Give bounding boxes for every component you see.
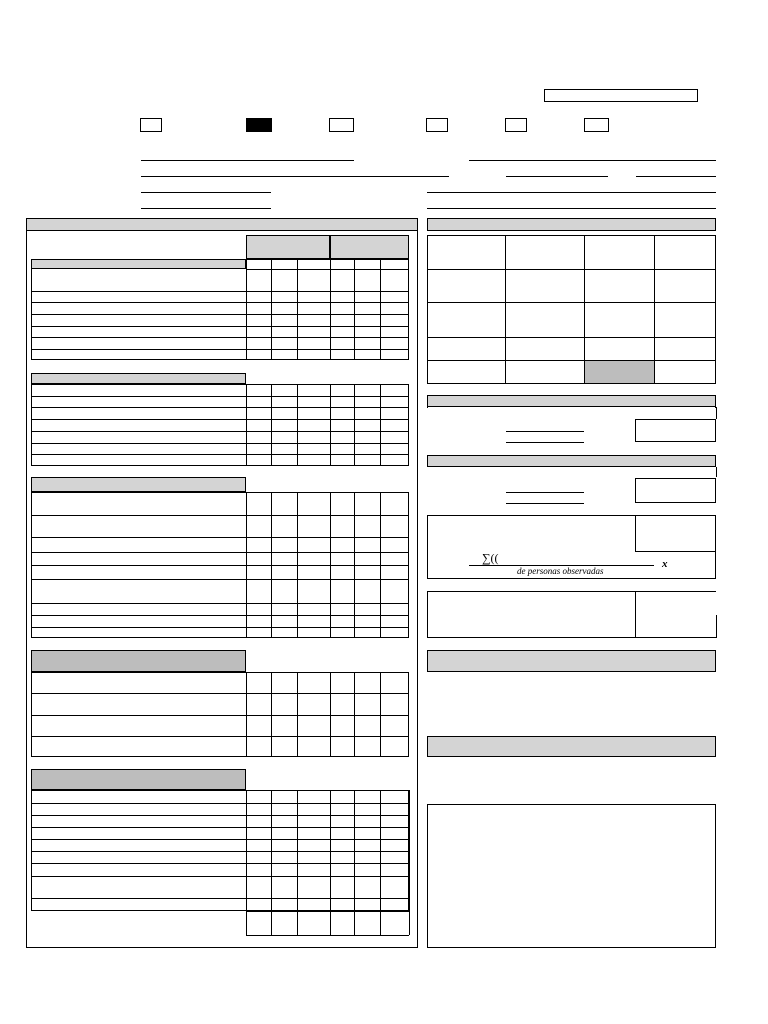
totals-row — [246, 911, 409, 912]
formula-sigma: ∑(( — [482, 551, 499, 565]
field-line[interactable] — [427, 208, 716, 209]
subsection-c-header — [427, 650, 716, 672]
table-row — [31, 693, 409, 694]
subsection-d-header — [427, 736, 716, 757]
table-row — [31, 603, 409, 604]
table-row — [31, 827, 409, 828]
table-row — [427, 302, 716, 303]
table-row — [31, 291, 409, 292]
table-row — [427, 360, 716, 361]
table-row — [31, 515, 409, 516]
table-row — [31, 419, 409, 420]
shaded-cell — [585, 361, 654, 383]
right-panel-header — [427, 218, 716, 231]
field-line[interactable] — [506, 503, 584, 504]
section-4-header — [31, 650, 246, 672]
left-panel-header — [26, 218, 418, 231]
field-line[interactable] — [636, 176, 716, 177]
column-group-header-1 — [246, 235, 330, 259]
result-box-a[interactable] — [635, 419, 716, 442]
field-line[interactable] — [141, 160, 354, 161]
table-row — [31, 839, 409, 840]
table-row — [31, 454, 409, 455]
table-row — [31, 407, 409, 408]
table-row — [31, 431, 409, 432]
field-line[interactable] — [506, 442, 584, 443]
subsection-b-header — [427, 455, 716, 467]
field-line[interactable] — [506, 176, 608, 177]
section-3-header — [31, 477, 246, 492]
table-row — [31, 863, 409, 864]
section-5-header — [31, 769, 246, 790]
field-line[interactable] — [141, 176, 449, 177]
table-row — [31, 815, 409, 816]
table-row — [31, 349, 409, 350]
field-line[interactable] — [469, 160, 716, 161]
checkbox-6[interactable] — [584, 118, 609, 132]
table-row — [31, 396, 409, 397]
table-row — [31, 337, 409, 338]
column-group-header-2 — [330, 235, 409, 259]
table-row — [31, 615, 409, 616]
checkbox-4[interactable] — [426, 118, 448, 132]
table-row — [31, 803, 409, 804]
result-panel — [427, 591, 716, 638]
table-row — [31, 736, 409, 737]
formula-denominator: de personas observadas — [517, 566, 604, 576]
table-row — [31, 314, 409, 315]
table-row — [31, 898, 409, 899]
section-2-header — [31, 373, 246, 384]
field-line[interactable] — [506, 492, 584, 493]
table-row — [31, 715, 409, 716]
field-line[interactable] — [141, 208, 271, 209]
subsection-a-header — [427, 395, 716, 407]
table-row — [427, 337, 716, 338]
table-row — [31, 302, 409, 303]
checkbox-1[interactable] — [140, 118, 162, 132]
notes-box[interactable] — [427, 804, 716, 948]
table-row — [31, 579, 409, 580]
table-row — [31, 851, 409, 852]
checkbox-5[interactable] — [505, 118, 527, 132]
table-row — [31, 876, 409, 877]
formula-variable: x — [662, 558, 668, 570]
table-row — [31, 627, 409, 628]
section-1-grid — [31, 259, 409, 360]
field-line[interactable] — [427, 192, 716, 193]
table-row — [427, 269, 716, 270]
result-box-b[interactable] — [635, 478, 716, 503]
table-row — [31, 443, 409, 444]
field-line[interactable] — [506, 431, 584, 432]
summary-grid — [427, 235, 716, 384]
table-row — [31, 326, 409, 327]
checkbox-3[interactable] — [329, 118, 354, 132]
table-row — [31, 552, 409, 553]
table-row — [31, 537, 409, 538]
form-id-field[interactable] — [544, 89, 698, 102]
table-row — [31, 565, 409, 566]
field-line[interactable] — [141, 192, 271, 193]
checkbox-2[interactable] — [246, 118, 272, 132]
